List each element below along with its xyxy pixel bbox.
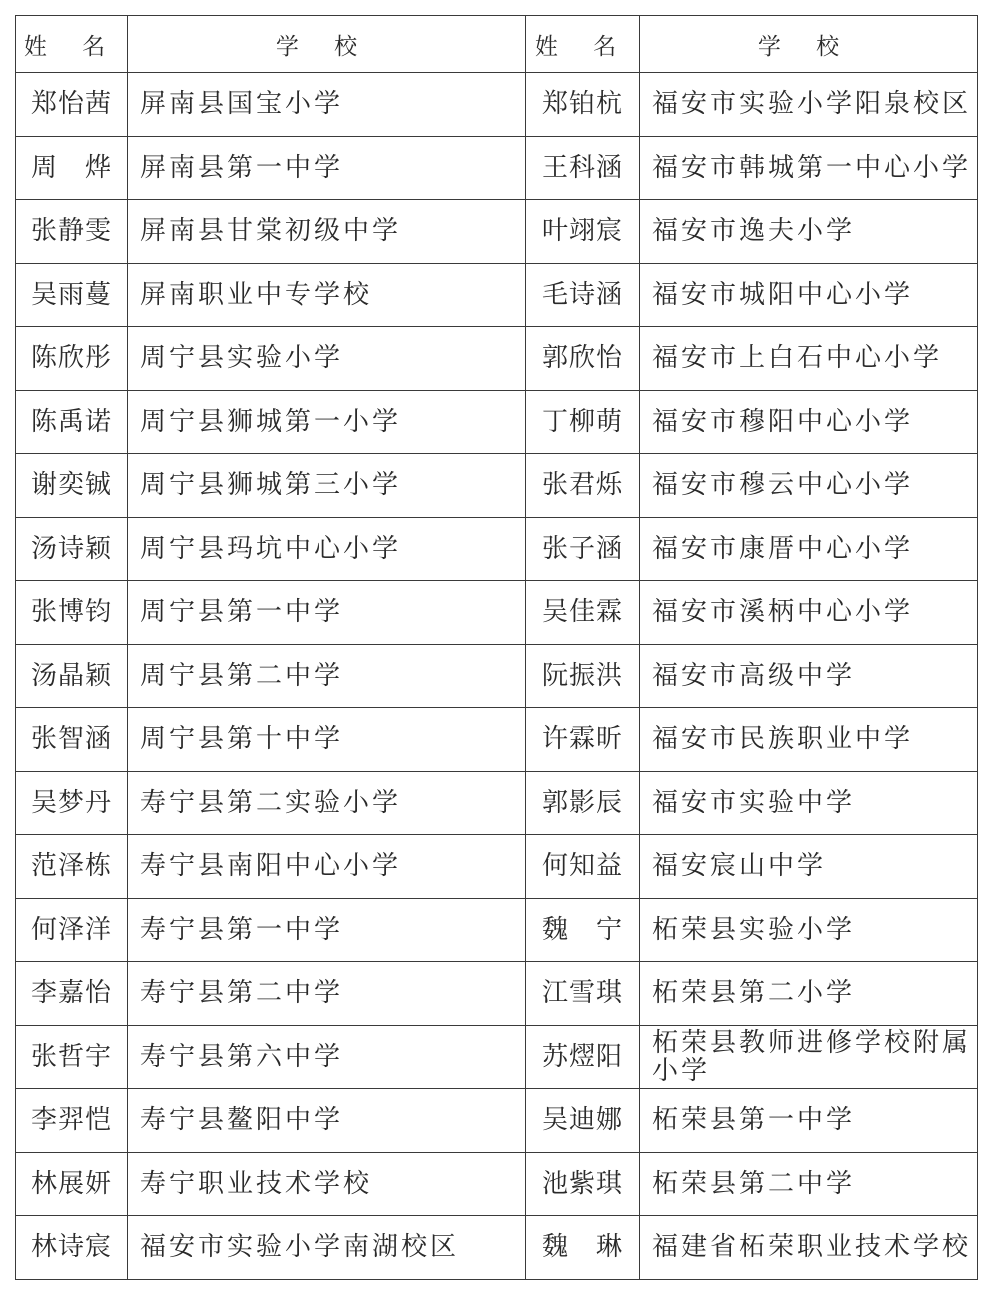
student-name: 张智涵 [16, 708, 128, 772]
table-header-row [16, 16, 978, 73]
student-name: 吴迪娜 [526, 1089, 640, 1153]
school-name: 屏南县第一中学 [128, 136, 526, 200]
student-name: 张静雯 [16, 200, 128, 264]
school-name: 周宁县第一中学 [128, 581, 526, 645]
student-name: 何泽洋 [16, 898, 128, 962]
school-name: 福安市城阳中心小学 [640, 263, 978, 327]
school-name: 柘荣县教师进修学校附属小学 [640, 1025, 978, 1089]
table-row [16, 1025, 978, 1089]
student-name: 毛诗涵 [526, 263, 640, 327]
student-name: 阮振洪 [526, 644, 640, 708]
student-name: 李羿恺 [16, 1089, 128, 1153]
table-row [16, 390, 978, 454]
school-name: 福安市实验小学南湖校区 [128, 1216, 526, 1280]
school-name: 柘荣县第二小学 [640, 962, 978, 1026]
student-name: 吴佳霖 [526, 581, 640, 645]
table-row [16, 581, 978, 645]
student-name: 张君烁 [526, 454, 640, 518]
school-name: 周宁县实验小学 [128, 327, 526, 391]
student-name: 许霖昕 [526, 708, 640, 772]
header-name-left: 姓 名 [16, 16, 128, 73]
table-row [16, 835, 978, 899]
student-name: 林诗宸 [16, 1216, 128, 1280]
student-name: 何知益 [526, 835, 640, 899]
student-name: 范泽栋 [16, 835, 128, 899]
student-name: 陈欣彤 [16, 327, 128, 391]
table-row [16, 454, 978, 518]
school-name: 福安市上白石中心小学 [640, 327, 978, 391]
school-name: 屏南县国宝小学 [128, 73, 526, 137]
table-row [16, 708, 978, 772]
student-name: 叶翊宸 [526, 200, 640, 264]
school-name: 寿宁职业技术学校 [128, 1152, 526, 1216]
student-name: 王科涵 [526, 136, 640, 200]
student-name: 郭欣怡 [526, 327, 640, 391]
student-name: 丁柳萌 [526, 390, 640, 454]
student-name: 吴雨蔓 [16, 263, 128, 327]
school-name: 周宁县玛坑中心小学 [128, 517, 526, 581]
student-name: 魏 宁 [526, 898, 640, 962]
school-name: 福安市穆云中心小学 [640, 454, 978, 518]
table-row [16, 1216, 978, 1280]
student-name: 郑铂杭 [526, 73, 640, 137]
student-name: 吴梦丹 [16, 771, 128, 835]
header-name-right: 姓 名 [526, 16, 640, 73]
student-name: 郑怡茜 [16, 73, 128, 137]
student-name: 汤诗颖 [16, 517, 128, 581]
school-name: 福安市高级中学 [640, 644, 978, 708]
table-row [16, 1089, 978, 1153]
header-school-right: 学 校 [640, 16, 978, 73]
school-name: 屏南县甘棠初级中学 [128, 200, 526, 264]
school-name: 柘荣县实验小学 [640, 898, 978, 962]
header-school-left: 学 校 [128, 16, 526, 73]
table-row [16, 200, 978, 264]
student-name: 张哲宇 [16, 1025, 128, 1089]
student-name: 陈禹诺 [16, 390, 128, 454]
student-name: 周 烨 [16, 136, 128, 200]
school-name: 福安市溪柄中心小学 [640, 581, 978, 645]
school-name: 寿宁县第二实验小学 [128, 771, 526, 835]
student-name: 张子涵 [526, 517, 640, 581]
school-name: 周宁县狮城第三小学 [128, 454, 526, 518]
student-name: 林展妍 [16, 1152, 128, 1216]
student-name: 谢奕铖 [16, 454, 128, 518]
student-name: 郭影辰 [526, 771, 640, 835]
student-name: 张博钧 [16, 581, 128, 645]
school-name: 福安市实验小学阳泉校区 [640, 73, 978, 137]
school-name: 福安市民族职业中学 [640, 708, 978, 772]
school-name: 周宁县第十中学 [128, 708, 526, 772]
school-name: 寿宁县南阳中心小学 [128, 835, 526, 899]
student-name: 魏 琳 [526, 1216, 640, 1280]
school-name: 福安市实验中学 [640, 771, 978, 835]
table-row [16, 898, 978, 962]
table-row [16, 327, 978, 391]
student-school-table [15, 15, 978, 1280]
school-name: 寿宁县第二中学 [128, 962, 526, 1026]
student-name: 李嘉怡 [16, 962, 128, 1026]
school-name: 柘荣县第一中学 [640, 1089, 978, 1153]
table-row [16, 771, 978, 835]
table-row [16, 517, 978, 581]
school-name: 福安市康厝中心小学 [640, 517, 978, 581]
school-name: 屏南职业中专学校 [128, 263, 526, 327]
school-name: 福安市穆阳中心小学 [640, 390, 978, 454]
student-name: 江雪琪 [526, 962, 640, 1026]
table-row [16, 73, 978, 137]
student-name: 池紫琪 [526, 1152, 640, 1216]
table-row [16, 136, 978, 200]
student-name: 苏熤阳 [526, 1025, 640, 1089]
student-name: 汤晶颖 [16, 644, 128, 708]
school-name: 柘荣县第二中学 [640, 1152, 978, 1216]
school-name: 福安市韩城第一中心小学 [640, 136, 978, 200]
school-name: 福建省柘荣职业技术学校 [640, 1216, 978, 1280]
table-row [16, 962, 978, 1026]
school-name: 福安市逸夫小学 [640, 200, 978, 264]
school-name: 寿宁县第一中学 [128, 898, 526, 962]
school-name: 寿宁县第六中学 [128, 1025, 526, 1089]
school-name: 周宁县狮城第一小学 [128, 390, 526, 454]
school-name: 福安宸山中学 [640, 835, 978, 899]
table-row [16, 644, 978, 708]
table-row [16, 263, 978, 327]
school-name: 寿宁县鳌阳中学 [128, 1089, 526, 1153]
table-row [16, 1152, 978, 1216]
school-name: 周宁县第二中学 [128, 644, 526, 708]
